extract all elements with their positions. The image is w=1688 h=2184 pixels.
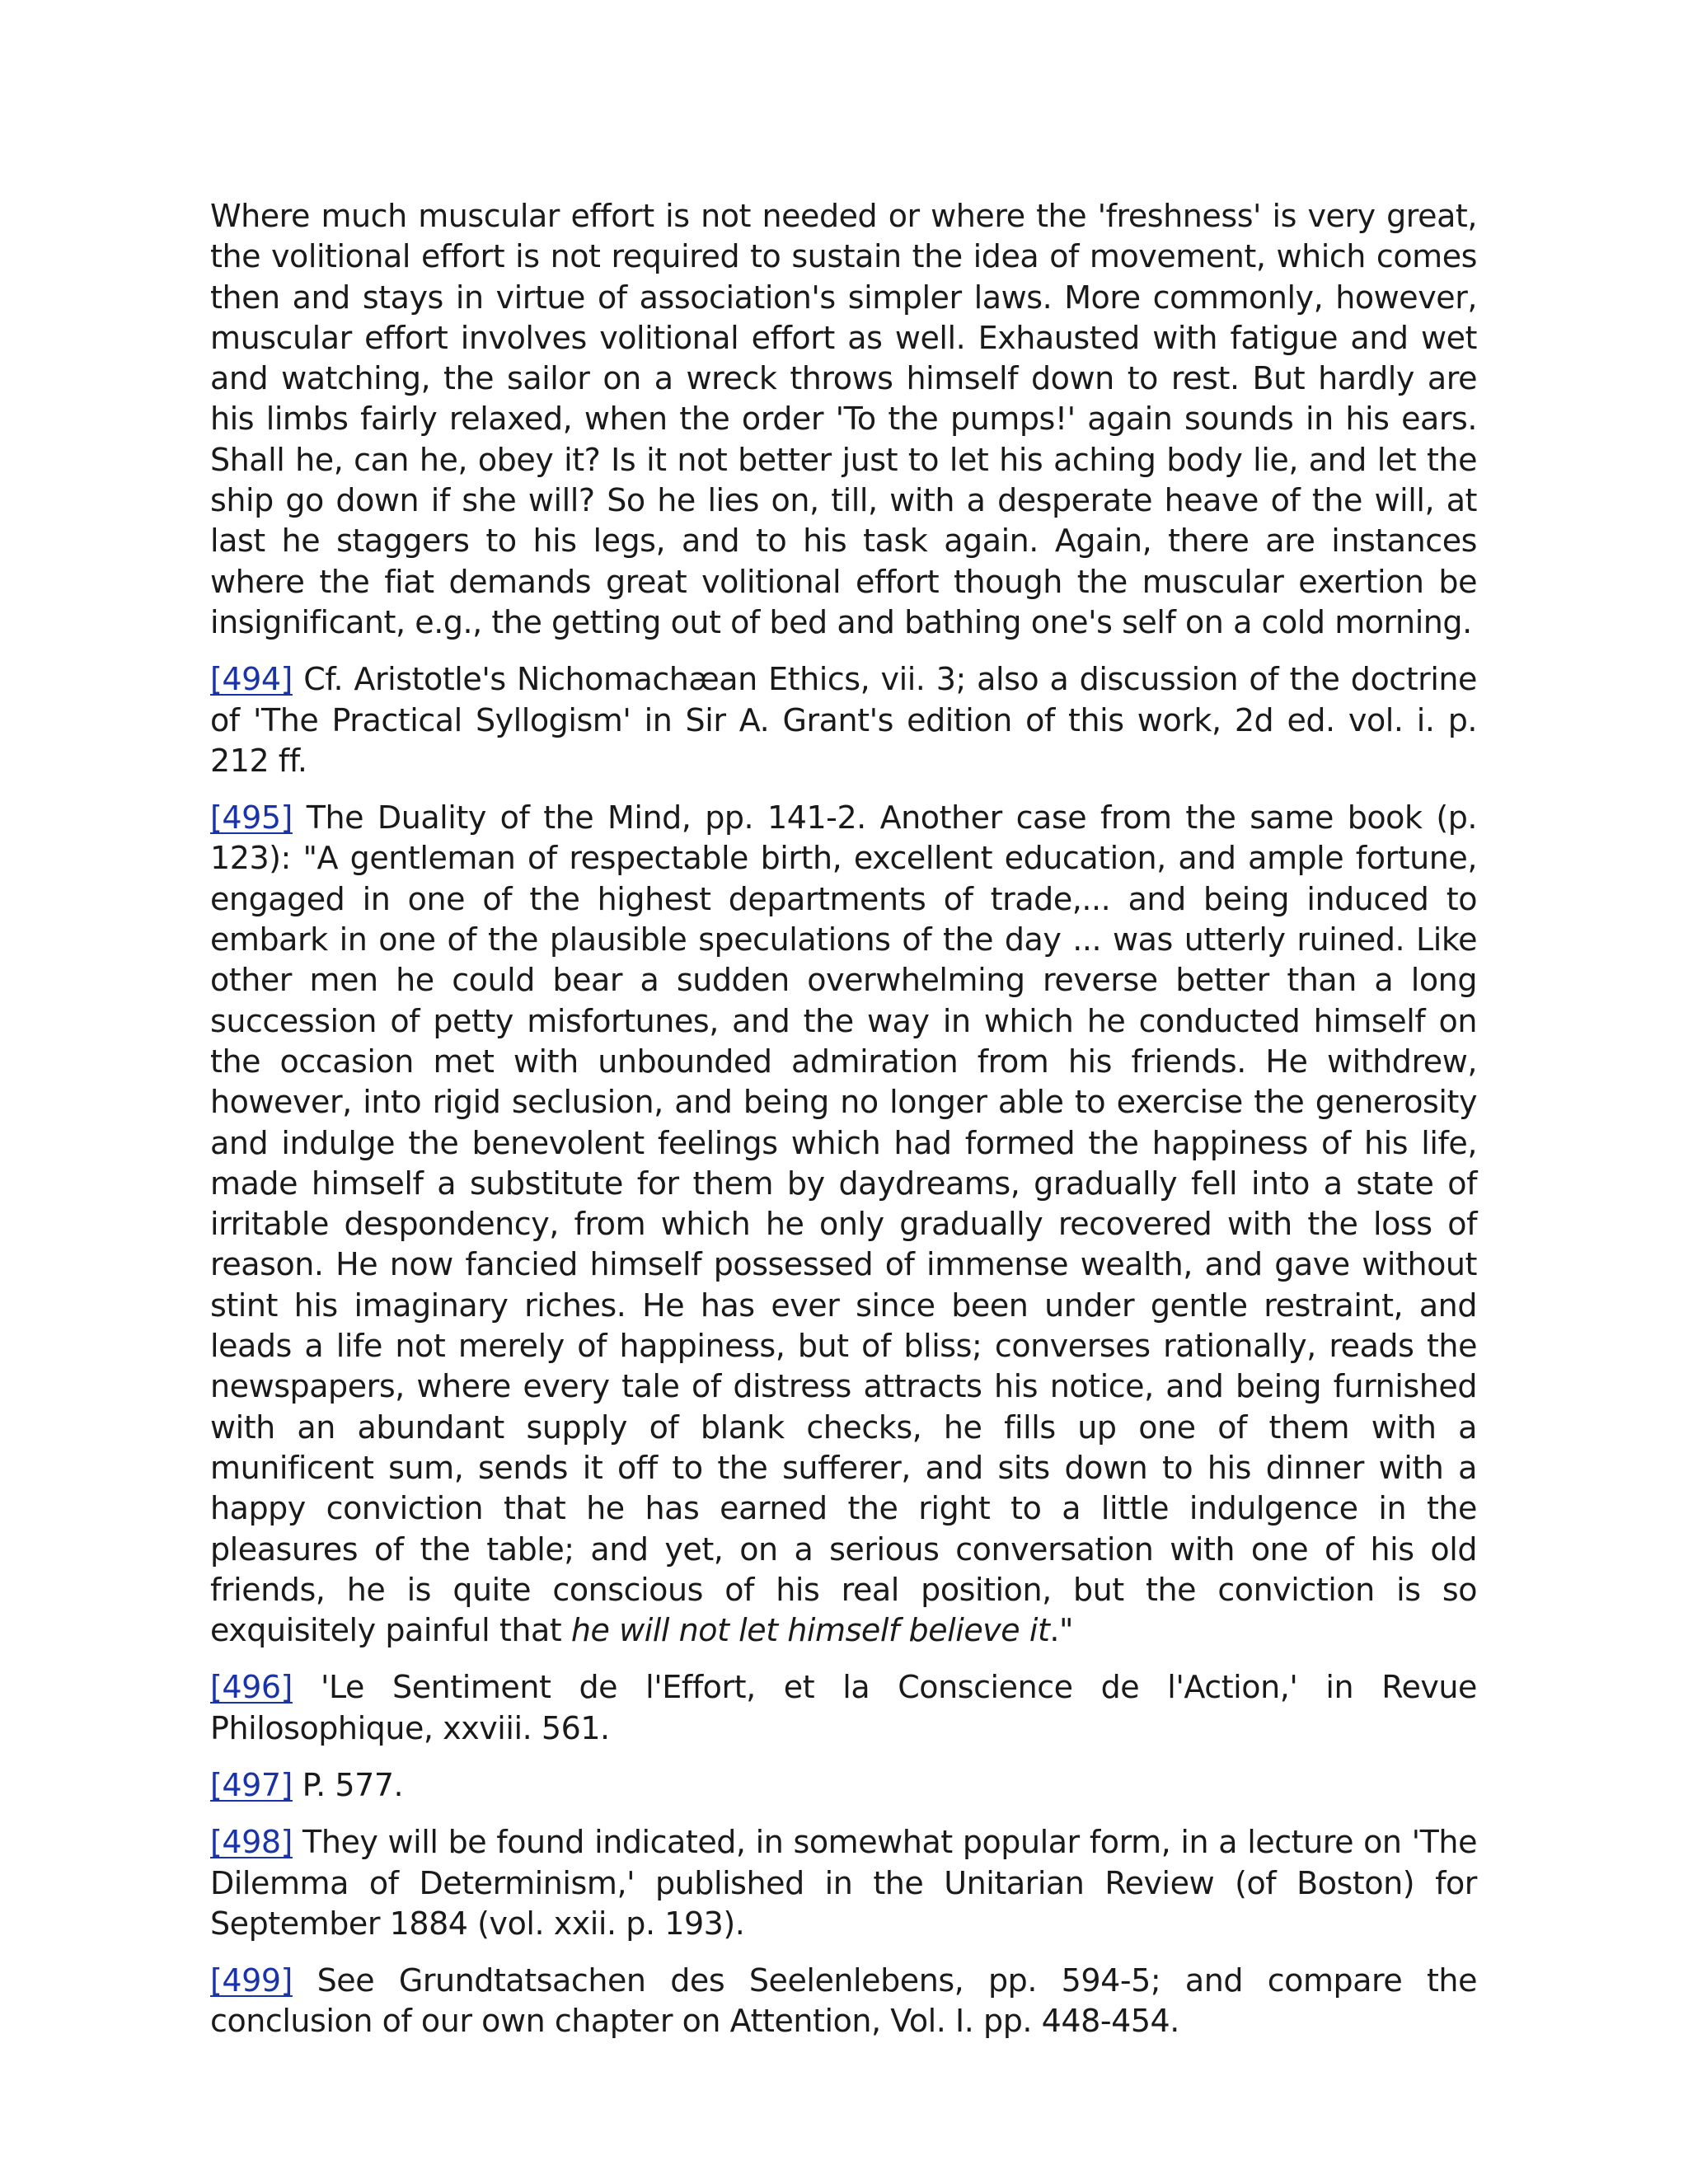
footnote-text-tail: ."	[1049, 1612, 1074, 1649]
footnote-ref-498[interactable]: [498]	[210, 1824, 293, 1861]
footnote-498	[210, 1822, 1477, 1944]
footnote-494	[210, 659, 1477, 781]
body-paragraph: Where much muscular effort is not needed or where the 'freshness' is very great, the volitional effort is not required to sustain the idea of movement, which comes then and stays in virtue of association's simpler laws. More commonly, however, muscular effort involves volitional effort as well. Exhausted with fatigue and wet and watching, the sailor on a wreck throws himself down to rest. But hardly are his limbs fairly relaxed, when the order 'To the pumps!' again sounds in his ears. Shall he, can he, obey it? Is it not better just to let his aching body lie, and let the ship go down if she will? So he lies on, till, with a desperate heave of the will, at last he staggers to his legs, and to his task again. Again, there are instances where the fiat demands great volitional effort though the muscular exertion be insignificant, e.g., the getting out of bed and bathing one's self on a cold morning.	[210, 198, 1477, 640]
footnote-ref-496[interactable]: [496]	[210, 1669, 293, 1706]
footnote-text: They will be found indicated, in somewhat popular form, in a lecture on 'The Dilemma of Determinism,' published in the Unitarian Review (of Boston) for September 1884 (vol. xxii. p. 193).	[210, 1824, 1477, 1942]
footnote-text: Cf. Aristotle's Nichomachæan Ethics, vii. 3; also a discussion of the doctrine of 'The Practical Syllogism' in Sir A. Grant's edition of this work, 2d ed. vol. i. p. 212 ff.	[210, 661, 1477, 779]
footnote-497	[210, 1765, 1477, 1806]
document-page	[210, 196, 1477, 2059]
footnote-ref-499[interactable]: [499]	[210, 1962, 293, 1999]
footnote-499	[210, 1961, 1477, 2042]
footnote-italic-quote: he will not let himself believe it	[570, 1612, 1050, 1649]
footnote-ref-497[interactable]: [497]	[210, 1766, 293, 1803]
footnote-text: See Grundtatsachen des Seelenlebens, pp. 594-5; and compare the conclusion of our own chapter on Attention, Vol. I. pp. 448-454.	[210, 1962, 1477, 2040]
footnote-496	[210, 1667, 1477, 1749]
footnote-text: P. 577.	[292, 1766, 404, 1803]
footnote-ref-494[interactable]: [494]	[210, 661, 293, 698]
footnote-text: The Duality of the Mind, pp. 141-2. Another case from the same book (p. 123): "A gentleman of respectable birth, excellent education, and ample fortune, engaged in one of the highest departments of trade,... and being induced to embark in one of the plausible speculations of the day ... was utterly ruined. Like other men he could bear a sudden overwhelming reverse better than a long succession of petty misfortunes, and the way in which he conducted himself on the occasion met with unbounded admiration from his friends. He withdrew, however, into rigid seclusion, and being no longer able to exercise the generosity and indulge the benevolent feelings which had formed the happiness of his life, made himself a substitute for them by daydreams, gradually fell into a state of irritable despondency, from which he only gradually recovered with the loss of reason. He now fancied himself possessed of immense wealth, and gave without stint his imaginary riches. He has ever since been under gentle restraint, and leads a life not merely of happiness, but of bliss; converses rationally, reads the newspapers, where every tale of distress attracts his notice, and being furnished with an abundant supply of blank checks, he fills up one of them with a munificent sum, sends it off to the sufferer, and sits down to his dinner with a happy conviction that he has earned the right to a little indulgence in the pleasures of the table; and yet, on a serious conversation with one of his old friends, he is quite conscious of his real position, but the conviction is so exquisitely painful that	[210, 799, 1477, 1649]
footnote-text: 'Le Sentiment de l'Effort, et la Conscience de l'Action,' in Revue Philosophique, xxviii. 561.	[210, 1669, 1477, 1746]
footnote-ref-495[interactable]: [495]	[210, 799, 293, 837]
footnote-495	[210, 798, 1477, 1651]
